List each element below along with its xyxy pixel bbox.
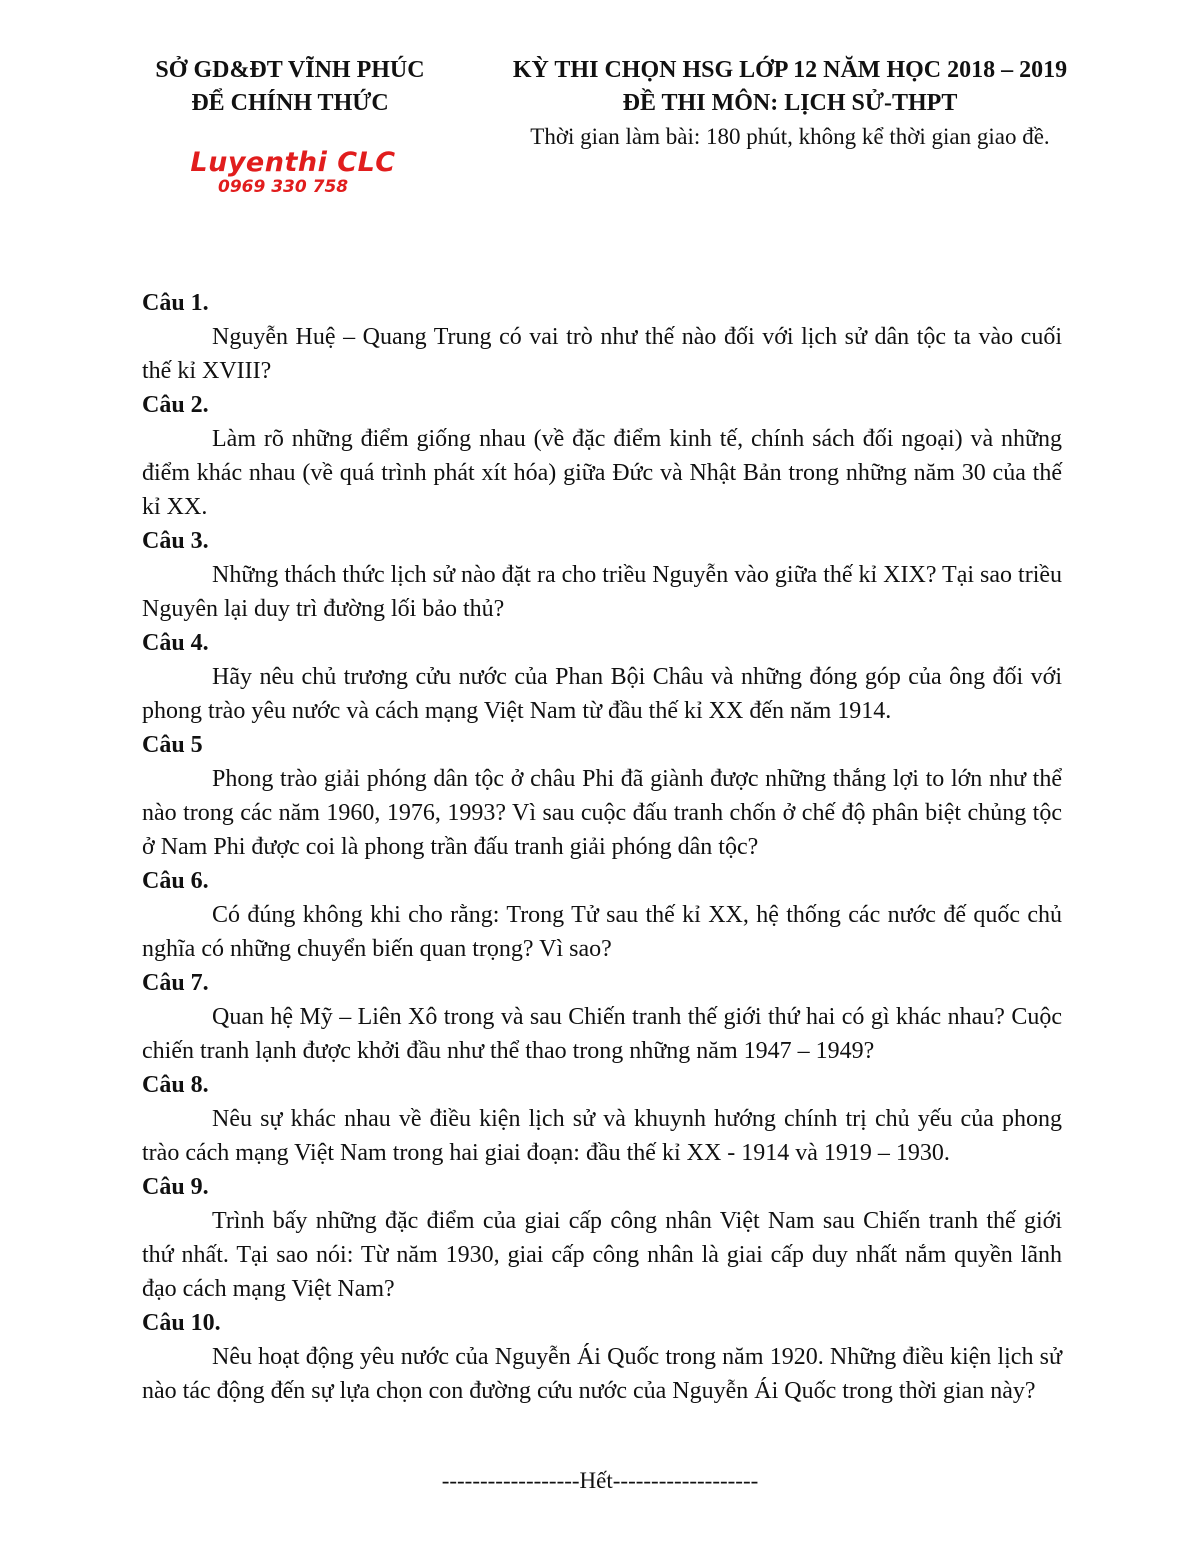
question-item (142, 524, 1062, 626)
question-text: Hãy nêu chủ trương cửu nước của Phan Bội Châu và những đóng góp của ông đối với phong trào yêu nước và cách mạng Việt Nam từ đầu thế kỉ XX đến năm 1914. (142, 664, 1062, 724)
question-title: Câu 5 (142, 732, 203, 758)
department-name: SỞ GD&ĐT VĨNH PHÚC (155, 57, 425, 83)
watermark-logo (178, 148, 408, 196)
question-title: Câu 1. (142, 290, 209, 316)
question-list (142, 286, 1062, 1408)
question-title: Câu 8. (142, 1072, 209, 1098)
question-title: Câu 9. (142, 1174, 209, 1200)
question-item (142, 728, 1062, 864)
question-item (142, 864, 1062, 966)
question-item (142, 1170, 1062, 1306)
question-item (142, 1306, 1062, 1408)
question-text: Phong trào giải phóng dân tộc ở châu Phi đã giành được những thắng lợi to lớn như thể nào trong các năm 1960, 1976, 1993? Vì sau cuộc đấu tranh chốn ở chế độ phân biệt chủng tộc ở Nam Phi được coi là phong trần đấu tranh giải phóng dân tộc? (142, 766, 1062, 860)
question-text: Có đúng không khi cho rằng: Trong Tử sau thế kỉ XX, hệ thống các nước đế quốc chủ nghĩa có những chuyển biến quan trọng? Vì sao? (142, 902, 1062, 962)
logo-phone: 0969 330 758 (218, 177, 349, 197)
question-item (142, 388, 1062, 524)
question-title: Câu 6. (142, 868, 209, 894)
question-item (142, 1068, 1062, 1170)
end-marker: ------------------Hết------------------- (441, 1468, 759, 1493)
question-text: Quan hệ Mỹ – Liên Xô trong và sau Chiến tranh thế giới thứ hai có gì khác nhau? Cuộc chiến tranh lạnh được khởi đầu như thể thao trong những năm 1947 – 1949? (142, 1004, 1062, 1064)
issuer-block (130, 54, 450, 120)
question-title: Câu 10. (142, 1310, 221, 1336)
question-item (142, 966, 1062, 1068)
question-item (142, 626, 1062, 728)
question-item (142, 286, 1062, 388)
question-title: Câu 4. (142, 630, 209, 656)
question-text: Những thách thức lịch sử nào đặt ra cho triều Nguyễn vào giữa thế kỉ XIX? Tại sao triều Nguyên lại duy trì đường lối bảo thủ? (142, 562, 1063, 622)
question-text: Nguyễn Huệ – Quang Trung có vai trò như thế nào đối với lịch sử dân tộc ta vào cuối thế kỉ XVIII? (142, 324, 1062, 384)
question-text: Nêu sự khác nhau về điều kiện lịch sử và khuynh hướng chính trị chủ yếu của phong trào cách mạng Việt Nam trong hai giai đoạn: đầu thế kỉ XX - 1914 và 1919 – 1930. (142, 1106, 1062, 1166)
question-text: Nêu hoạt động yêu nước của Nguyễn Ái Quốc trong năm 1920. Những điều kiện lịch sử nào tác động đến sự lựa chọn con đường cứu nước của Nguyễn Ái Quốc trong thời gian này? (142, 1344, 1062, 1404)
question-title: Câu 2. (142, 392, 209, 418)
question-title: Câu 3. (142, 528, 209, 554)
exam-subject: ĐỀ THI MÔN: LỊCH SỬ-THPT (622, 90, 958, 116)
question-title: Câu 7. (142, 970, 209, 996)
question-text: Trình bấy những đặc điểm của giai cấp công nhân Việt Nam sau Chiến tranh thế giới thứ nhất. Tại sao nói: Từ năm 1930, giai cấp công nhân là giai cấp duy nhất nắm quyền lãnh đạo cách mạng Việt Nam? (142, 1208, 1062, 1302)
exam-title: KỲ THI CHỌN HSG LỚP 12 NĂM HỌC 2018 – 2019 (512, 57, 1068, 83)
question-text: Làm rõ những điểm giống nhau (về đặc điểm kinh tế, chính sách đối ngoại) và những điểm khác nhau (về quá trình phát xít hóa) giữa Đức và Nhật Bản trong những năm 30 của thế kỉ XX. (142, 426, 1062, 520)
exam-header (470, 54, 1110, 153)
exam-duration: Thời gian làm bài: 180 phút, không kể thời gian giao đề. (530, 124, 1050, 149)
official-label: ĐỂ CHÍNH THỨC (191, 90, 389, 116)
logo-name: Luyenthi CLC (190, 147, 396, 178)
